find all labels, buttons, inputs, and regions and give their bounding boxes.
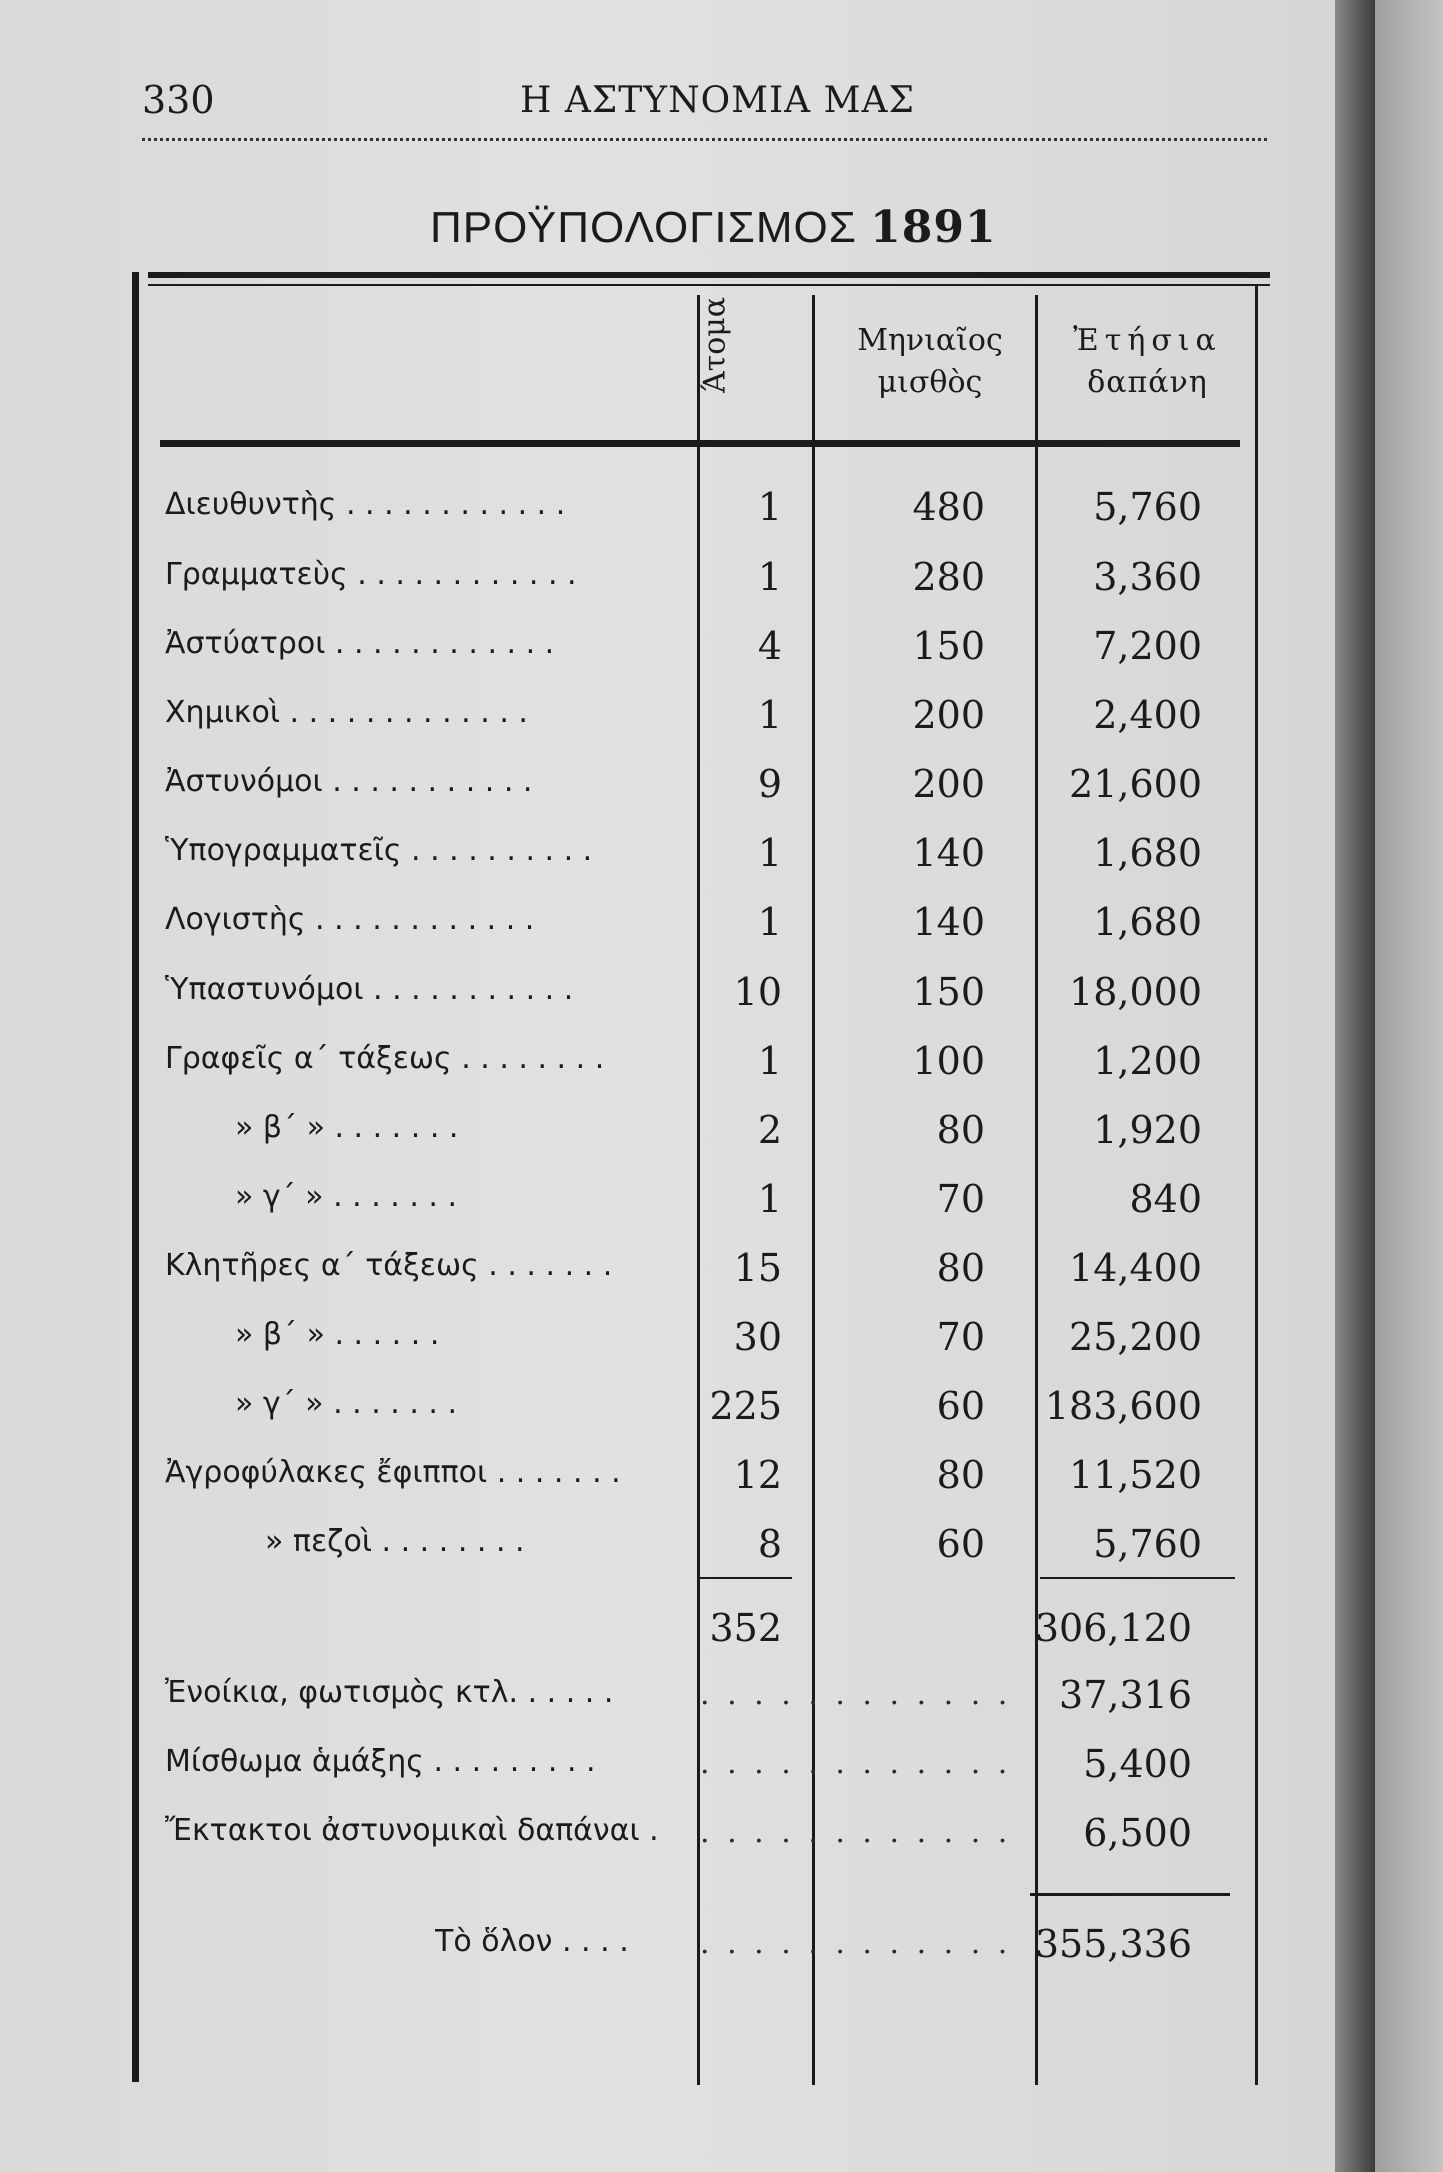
table-row bbox=[0, 1443, 1335, 1513]
book-spine-shadow bbox=[1335, 0, 1375, 2172]
table-row bbox=[0, 614, 1335, 684]
table-row bbox=[0, 1236, 1335, 1306]
table-title-year: 1891 bbox=[870, 202, 997, 253]
row-annual-cost: 6,500 bbox=[1083, 1811, 1192, 1855]
row-annual-cost: 5,760 bbox=[1093, 1522, 1202, 1566]
row-persons: 15 bbox=[733, 1246, 782, 1290]
table-row bbox=[0, 821, 1335, 891]
row-annual-cost: 7,200 bbox=[1093, 624, 1202, 668]
row-monthly-salary: 80 bbox=[936, 1246, 985, 1290]
row-annual-cost: 11,520 bbox=[1069, 1453, 1202, 1497]
row-monthly-salary: 80 bbox=[936, 1453, 985, 1497]
row-persons: 1 bbox=[757, 555, 782, 599]
row-label: Διευθυντὴς . . . . . . . . . . . . bbox=[165, 487, 566, 522]
row-annual-cost: 25,200 bbox=[1069, 1315, 1202, 1359]
running-title: Η ΑΣΤΥΝΟΜΙΑ ΜΑΣ bbox=[520, 80, 915, 121]
total-leader-dots: . . . . . . . . . . . . bbox=[700, 1926, 1012, 1961]
row-monthly-salary: 70 bbox=[936, 1177, 985, 1221]
table-row bbox=[0, 1029, 1335, 1099]
table-row bbox=[0, 1374, 1335, 1444]
subtotal-row bbox=[0, 1596, 1335, 1666]
page-number: 330 bbox=[142, 78, 215, 122]
row-monthly-salary: 200 bbox=[912, 693, 985, 737]
row-persons: 1 bbox=[757, 900, 782, 944]
row-monthly-salary: 70 bbox=[936, 1315, 985, 1359]
row-persons: 9 bbox=[757, 762, 782, 806]
row-label: Γραφεῖς α΄ τάξεως . . . . . . . . bbox=[165, 1041, 605, 1076]
row-annual-cost: 2,400 bbox=[1093, 693, 1202, 737]
total-label: Τὸ ὅλον . . . . bbox=[435, 1924, 629, 1959]
row-annual-cost: 183,600 bbox=[1044, 1384, 1202, 1428]
table-row bbox=[0, 890, 1335, 960]
row-persons: 1 bbox=[757, 693, 782, 737]
header-annual-cost-line1: Ἐτήσια bbox=[1073, 323, 1222, 358]
table-row bbox=[0, 1098, 1335, 1168]
row-monthly-salary: 280 bbox=[912, 555, 985, 599]
table-row bbox=[0, 1167, 1335, 1237]
row-annual-cost: 840 bbox=[1129, 1177, 1202, 1221]
row-leader-dots: . . . . . . . . . . . . bbox=[700, 1815, 1012, 1850]
row-monthly-salary: 60 bbox=[936, 1522, 985, 1566]
row-annual-cost: 1,920 bbox=[1093, 1108, 1202, 1152]
table-row bbox=[0, 475, 1335, 545]
row-label: Κλητῆρες α΄ τάξεως . . . . . . . bbox=[165, 1248, 613, 1283]
header-annual-cost-line2: δαπάνη bbox=[1087, 365, 1208, 400]
row-label: Ἀστύατροι . . . . . . . . . . . . bbox=[165, 626, 555, 661]
header-persons: Άτομα bbox=[697, 296, 733, 394]
total-rule-annual bbox=[1030, 1893, 1230, 1896]
book-page-edge bbox=[1375, 0, 1443, 2172]
table-row bbox=[0, 1305, 1335, 1375]
table-title bbox=[430, 202, 997, 253]
row-label: » β΄ » . . . . . . . bbox=[235, 1110, 459, 1145]
row-label: Ὑπαστυνόμοι . . . . . . . . . . . bbox=[165, 972, 574, 1007]
row-label: Ἀστυνόμοι . . . . . . . . . . . bbox=[165, 764, 533, 799]
extra-expense-row bbox=[0, 1801, 1335, 1871]
row-annual-cost: 3,360 bbox=[1093, 555, 1202, 599]
table-top-rule-thin bbox=[148, 284, 1270, 286]
subtotal-persons: 352 bbox=[709, 1606, 782, 1650]
row-annual-cost: 1,680 bbox=[1093, 831, 1202, 875]
row-leader-dots: . . . . . . . . . . . . bbox=[700, 1677, 1012, 1712]
header-rule bbox=[142, 138, 1267, 141]
row-label: » πεζοὶ . . . . . . . . bbox=[265, 1524, 525, 1559]
row-annual-cost: 18,000 bbox=[1069, 970, 1202, 1014]
row-persons: 12 bbox=[733, 1453, 782, 1497]
row-label: Λογιστὴς . . . . . . . . . . . . bbox=[165, 902, 535, 937]
row-monthly-salary: 80 bbox=[936, 1108, 985, 1152]
row-persons: 4 bbox=[757, 624, 782, 668]
subtotal-annual-cost: 306,120 bbox=[1034, 1606, 1192, 1650]
row-monthly-salary: 480 bbox=[912, 485, 985, 529]
header-monthly-salary-line1: Μηνιαῖος bbox=[857, 323, 1003, 358]
row-monthly-salary: 60 bbox=[936, 1384, 985, 1428]
row-annual-cost: 1,680 bbox=[1093, 900, 1202, 944]
row-monthly-salary: 150 bbox=[912, 624, 985, 668]
row-persons: 1 bbox=[757, 1039, 782, 1083]
header-monthly-salary-line2: μισθὸς bbox=[877, 365, 983, 400]
row-persons: 30 bbox=[733, 1315, 782, 1359]
total-row bbox=[0, 1912, 1335, 1982]
row-persons: 10 bbox=[733, 970, 782, 1014]
table-row bbox=[0, 960, 1335, 1030]
row-persons: 1 bbox=[757, 831, 782, 875]
table-row bbox=[0, 1512, 1335, 1582]
row-monthly-salary: 150 bbox=[912, 970, 985, 1014]
row-annual-cost: 1,200 bbox=[1093, 1039, 1202, 1083]
row-annual-cost: 21,600 bbox=[1069, 762, 1202, 806]
header-monthly-salary bbox=[830, 320, 1030, 404]
header-bottom-rule bbox=[160, 440, 1240, 447]
extra-expense-row bbox=[0, 1732, 1335, 1802]
row-label: Ἐνοίκια, φωτισμὸς κτλ. . . . . . bbox=[165, 1675, 614, 1710]
table-title-text: ΠΡΟΫΠΟΛΟΓΙΣΜΟΣ bbox=[430, 203, 857, 252]
table-row bbox=[0, 683, 1335, 753]
row-label: » β΄ » . . . . . . bbox=[235, 1317, 440, 1352]
row-persons: 2 bbox=[757, 1108, 782, 1152]
row-monthly-salary: 140 bbox=[912, 900, 985, 944]
row-label: » γ΄ » . . . . . . . bbox=[235, 1179, 458, 1214]
row-monthly-salary: 100 bbox=[912, 1039, 985, 1083]
row-persons: 1 bbox=[757, 1177, 782, 1221]
row-label: Ὑπογραμματεῖς . . . . . . . . . . bbox=[165, 833, 593, 868]
header-annual-cost bbox=[1045, 320, 1250, 404]
table-top-rule bbox=[148, 272, 1270, 278]
row-monthly-salary: 200 bbox=[912, 762, 985, 806]
table-row bbox=[0, 545, 1335, 615]
row-label: Χημικοὶ . . . . . . . . . . . . . bbox=[165, 695, 528, 730]
row-persons: 1 bbox=[757, 485, 782, 529]
row-label: Ἔκτακτοι ἀστυνομικαὶ δαπάναι . bbox=[165, 1813, 659, 1848]
row-annual-cost: 5,400 bbox=[1083, 1742, 1192, 1786]
total-annual-cost: 355,336 bbox=[1034, 1922, 1192, 1966]
row-annual-cost: 14,400 bbox=[1069, 1246, 1202, 1290]
row-label: » γ΄ » . . . . . . . bbox=[235, 1386, 458, 1421]
row-leader-dots: . . . . . . . . . . . . bbox=[700, 1746, 1012, 1781]
row-annual-cost: 5,760 bbox=[1093, 485, 1202, 529]
row-persons: 8 bbox=[757, 1522, 782, 1566]
row-label: Μίσθωμα ἁμάξης . . . . . . . . . bbox=[165, 1744, 596, 1779]
row-annual-cost: 37,316 bbox=[1059, 1673, 1192, 1717]
extra-expense-row bbox=[0, 1663, 1335, 1733]
row-label: Ἀγροφύλακες ἔφιπποι . . . . . . . bbox=[165, 1455, 621, 1490]
row-persons: 225 bbox=[709, 1384, 782, 1428]
table-row bbox=[0, 752, 1335, 822]
row-monthly-salary: 140 bbox=[912, 831, 985, 875]
row-label: Γραμματεὺς . . . . . . . . . . . . bbox=[165, 557, 577, 592]
